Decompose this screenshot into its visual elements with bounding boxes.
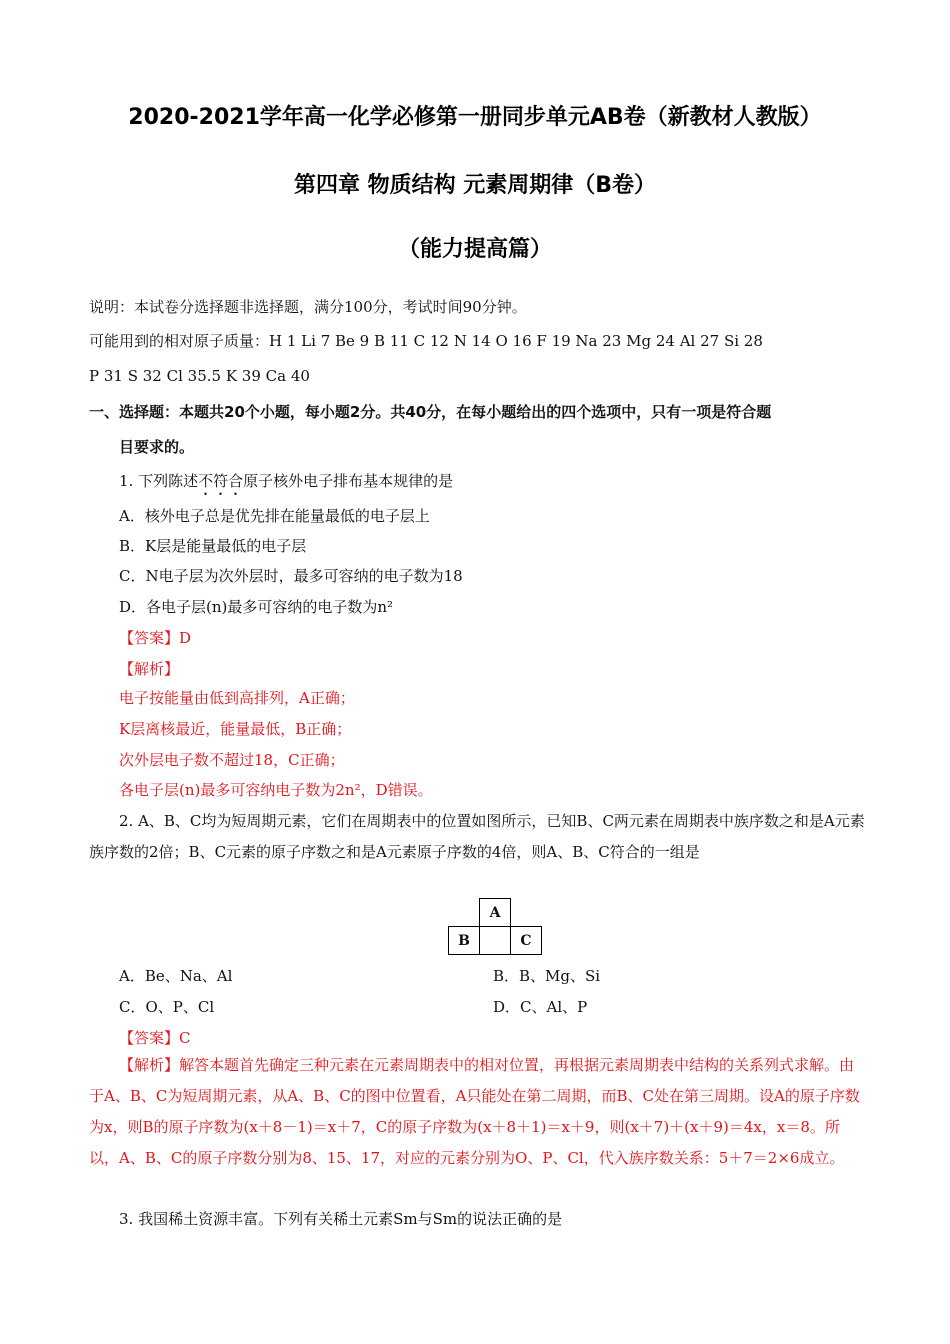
q1-option-b: B．K层是能量最低的电子层	[119, 537, 307, 555]
q1-analysis-line: 电子按能量由低到高排列，A正确；	[119, 689, 355, 707]
q1-analysis-label: 【解析】	[119, 660, 180, 678]
diagram-cell-middle	[480, 927, 511, 955]
q2-option-d: D．C、Al、P	[493, 998, 588, 1016]
q3-stem: 3. 我国稀土资源丰富。下列有关稀土元素Sm与Sm的说法正确的是	[119, 1210, 563, 1228]
q1-stem	[119, 471, 453, 499]
exam-note: 说明：本试卷分选择题非选择题，满分100分，考试时间90分钟。	[89, 298, 527, 316]
diagram-empty-cell	[511, 899, 542, 927]
q1-stem-before: 1. 下列陈述	[119, 472, 199, 490]
q1-analysis-line: 各电子层(n)最多可容纳电子数为2n²，D错误。	[119, 781, 433, 799]
diagram-cell-b: B	[449, 927, 480, 955]
q2-option-a: A．Be、Na、Al	[119, 967, 233, 985]
subtitle: （能力提高篇）	[397, 237, 552, 262]
section-heading-cont: 目要求的。	[119, 438, 195, 456]
q1-stem-emphasis: 不符合	[198, 472, 244, 490]
atomic-masses-line-2: P 31 S 32 Cl 35.5 K 39 Ca 40	[89, 367, 310, 385]
q2-stem: 2. A、B、C均为短周期元素，它们在周期表中的位置如图所示，已知B、C两元素在周期表中族序数之和是A元素族序数的2倍；B、C元素的原子序数之和是A元素原子序数的4倍，则A、B、C符合的一组是	[89, 812, 865, 861]
q2-analysis: 【解析】解答本题首先确定三种元素在元素周期表中的相对位置，再根据元素周期表中结构的关系列式求解。由于A、B、C为短周期元素，从A、B、C的图中位置看，A只能处在第二周期，而B、C处在第三周期。设A的原子序数为x，则B的原子序数为(x＋8－1)＝x＋7，C的原子序数为(x＋8＋1)＝x＋9，则(x＋7)＋(x＋9)＝4x，x＝8。所以，A、B、C的原子序数分别为8、15、17，对应的元素分别为O、P、Cl，代入族序数关系：5＋7＝2×6成立。	[89, 1056, 860, 1167]
q1-option-d: D．各电子层(n)最多可容纳的电子数为n²	[119, 598, 394, 616]
q1-answer: 【答案】D	[119, 629, 192, 647]
section-heading: 一、选择题：本题共20个小题，每小题2分。共40分，在每小题给出的四个选项中，只有一项是符合题	[89, 403, 772, 421]
q1-option-a: A．核外电子总是优先排在能量最低的电子层上	[119, 507, 430, 525]
chapter-title: 第四章 物质结构 元素周期律（B卷）	[293, 173, 657, 198]
q1-analysis-line: K层离核最近，能量最低，B正确；	[119, 720, 352, 738]
diagram-cell-c: C	[511, 927, 542, 955]
periodic-position-diagram	[448, 898, 542, 955]
diagram-cell-a: A	[480, 899, 511, 927]
diagram-empty-cell	[449, 899, 480, 927]
atomic-masses-line-1: 可能用到的相对原子质量：H 1 Li 7 Be 9 B 11 C 12 N 14 O 16 F 19 Na 23 Mg 24 Al 27 Si 28	[89, 332, 763, 350]
q1-option-c: C．N电子层为次外层时，最多可容纳的电子数为18	[119, 567, 463, 585]
q1-stem-after: 原子核外电子排布基本规律的是	[243, 472, 454, 490]
q2-option-b: B．B、Mg、Si	[493, 967, 601, 985]
q2-option-c: C．O、P、Cl	[119, 998, 215, 1016]
q2-answer: 【答案】C	[119, 1029, 191, 1047]
q1-analysis-line: 次外层电子数不超过18，C正确；	[119, 751, 345, 769]
document-title: 2020-2021学年高一化学必修第一册同步单元AB卷（新教材人教版）	[128, 105, 822, 130]
